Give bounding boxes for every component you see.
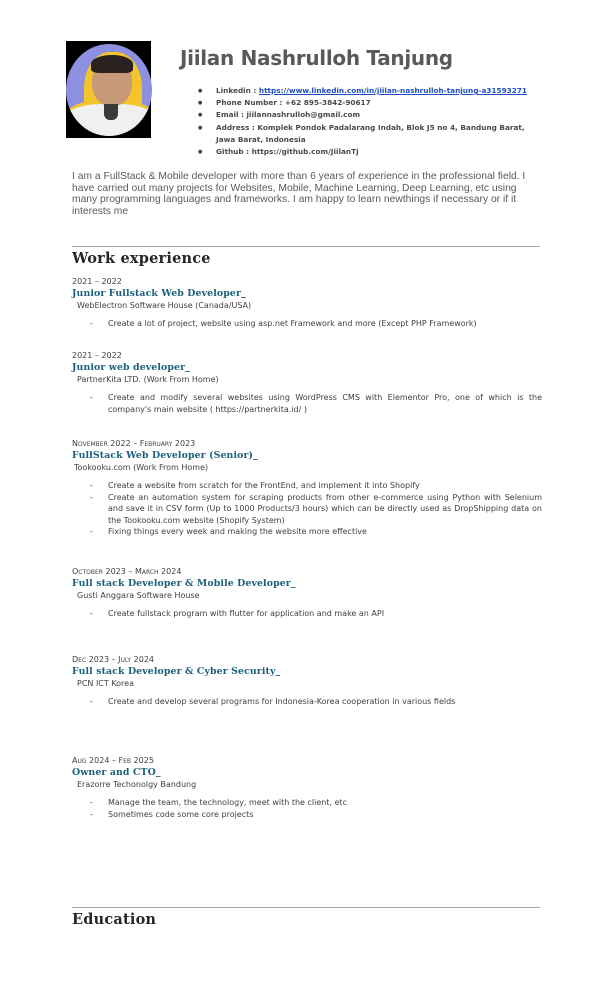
job-date: November 2022 – February 2023 xyxy=(72,439,196,448)
job-title: Full stack Developer & Cyber Security_ xyxy=(72,666,281,677)
job-title: Junior Fullstack Web Developer_ xyxy=(72,288,246,299)
job-title: Owner and CTO_ xyxy=(72,767,161,778)
contact-value: +62 895-3842-90617 xyxy=(284,98,371,108)
contact-phone xyxy=(198,97,543,109)
avatar-photo xyxy=(66,44,152,136)
job-title: Full stack Developer & Mobile Developer_ xyxy=(72,578,296,589)
job-date: 2021 – 2022 xyxy=(72,277,122,286)
contact-label: Email : xyxy=(216,110,247,120)
job-bullets xyxy=(72,392,542,415)
job-bullet: - Create fullstack program with flutter for application and make an API xyxy=(72,608,542,620)
contact-value: Komplek Pondok Padalarang Indah, Blok J5 no 4, Bandung Barat, Jawa Barat, Indonesia xyxy=(216,122,525,144)
job-bullet: - Create a lot of project, website using asp.net Framework and more (Except PHP Framework) xyxy=(72,318,542,330)
job-bullets xyxy=(72,696,542,708)
job-bullets xyxy=(72,797,542,820)
job-entry xyxy=(72,566,542,620)
contact-label: Github : xyxy=(216,147,252,157)
contact-label: Phone Number : xyxy=(216,98,285,108)
job-company: Gusti Anggara Software House xyxy=(77,591,200,600)
job-bullets xyxy=(72,480,542,538)
work-experience-heading: Work experience xyxy=(72,250,211,267)
job-bullet: - Sometimes code some core projects xyxy=(72,809,542,821)
job-bullet: - Create and develop several programs for Indonesia-Korea cooperation in various fields xyxy=(72,696,542,708)
contact-label: Linkedin : xyxy=(216,86,259,95)
job-date: October 2023 – March 2024 xyxy=(72,567,182,576)
job-entry xyxy=(72,350,542,415)
job-date: 2021 – 2022 xyxy=(72,351,122,360)
job-company: PartnerKita LTD. (Work From Home) xyxy=(77,375,219,384)
linkedin-link[interactable]: https://www.linkedin.com/in/jiilan-nashrulloh-tanjung-a31593271 xyxy=(258,86,527,95)
job-bullets xyxy=(72,318,542,330)
job-entry xyxy=(72,438,542,538)
job-bullet: - Fixing things every week and making the website more effective xyxy=(72,526,542,538)
job-company: Tookooku.com (Work From Home) xyxy=(74,463,209,472)
contact-github xyxy=(198,146,543,158)
job-entry xyxy=(72,755,542,820)
contact-list xyxy=(198,85,543,158)
job-company: Erazorre Techonolgy Bandung xyxy=(77,780,197,789)
job-bullet: - Manage the team, the technology, meet with the client, etc xyxy=(72,797,542,809)
job-title: FullStack Web Developer (Senior)_ xyxy=(72,450,258,461)
contact-value: https://github.com/JiilanTj xyxy=(251,147,359,157)
job-date: Aug 2024 – Feb 2025 xyxy=(72,756,154,765)
job-company: PCN ICT Korea xyxy=(77,679,134,688)
profile-summary: I am a FullStack & Mobile developer with more than 6 years of experience in the professional field. I have carried out many projects for Websites, Mobile, Machine Learning, Deep Learning, etc using many programming languages and frameworks. I am happy to learn newthings if necessary or if it interests me xyxy=(72,171,526,217)
job-entry xyxy=(72,654,542,708)
job-bullet: - Create an automation system for scraping products from other e-commerce using Python with Selenium and save it in CSV form (Up to 1000 Products/3 hours) which can be directly used as DropShipping data on the Tookooku.com website (Shopify System) xyxy=(72,492,542,527)
contact-email xyxy=(198,109,543,121)
contact-value: jiilannashrulloh@gmail.com xyxy=(246,110,361,120)
job-bullet: - Create and modify several websites using WordPress CMS with Elementor Pro, one of which is the company's main website ( https://partnerkita.id/ ) xyxy=(72,392,542,415)
education-heading: Education xyxy=(72,911,157,928)
contact-linkedin xyxy=(198,85,543,97)
contact-address xyxy=(198,122,543,146)
candidate-name: Jiilan Nashrulloh Tanjung xyxy=(180,46,453,70)
job-company: WebElectron Software House (Canada/USA) xyxy=(77,301,252,310)
section-divider xyxy=(72,907,540,908)
job-date: Dec 2023 – July 2024 xyxy=(72,655,154,664)
job-entry xyxy=(72,276,542,330)
avatar xyxy=(66,41,151,138)
section-divider xyxy=(72,246,540,247)
contact-label: Address : xyxy=(216,122,258,132)
job-bullet: - Create a website from scratch for the FrontEnd, and implement it into Shopify xyxy=(72,480,542,492)
job-title: Junior web developer_ xyxy=(72,362,190,373)
job-bullets xyxy=(72,608,542,620)
